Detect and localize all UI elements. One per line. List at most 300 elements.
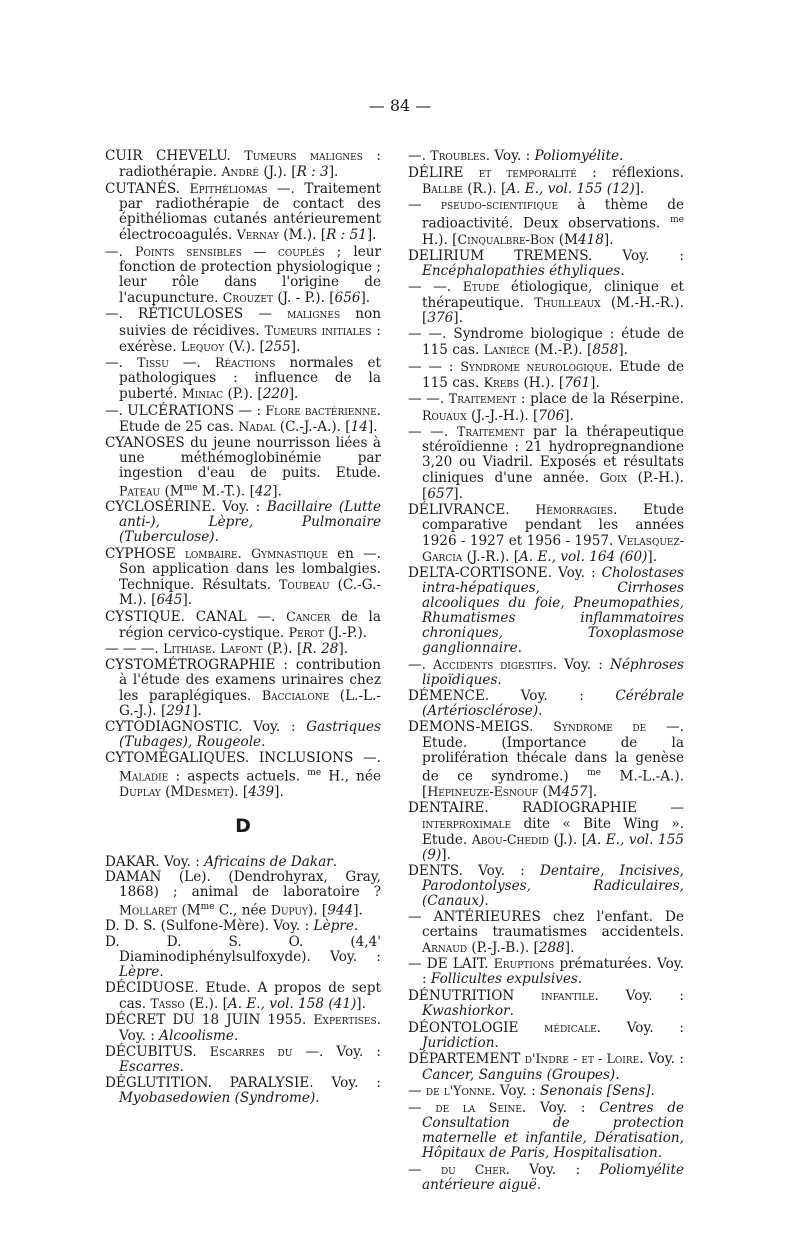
entry-text [422, 1162, 441, 1178]
entry-text: chez l'enfant. De certains traumatismes accidentels. [422, 908, 684, 940]
entry-heading: CYSTOMÉTROGRAPHIE [105, 657, 276, 674]
index-entry [408, 279, 684, 326]
entry-reference: 418 [577, 232, 604, 248]
entry-heading: DÉCUBITUS. [105, 1044, 197, 1061]
entry-text: ]. [366, 226, 377, 243]
entry-text: ]. [290, 338, 301, 355]
entry-text: (M.-P.). [ [529, 342, 593, 359]
entry-text: (J.). [ [259, 164, 297, 181]
index-entry [408, 801, 684, 863]
entry-author: Rouaux [422, 407, 467, 423]
entry-text: . [159, 964, 164, 981]
entry-author: Velasquez-Garcia [422, 533, 685, 565]
entry-crossref: Cholostases intra-hépatiques, Cirrhoses alcooliques du foie, Pneumopathies, Rhumatismes inflammatoires chroniques, Toxoplasmose ganglionnaire [422, 564, 684, 657]
entry-text: en —. Son application dans les lombalgies. Technique. Résultats. [119, 545, 381, 594]
entry-heading: CYTOMÉGALIQUES. INCLUSIONS [105, 749, 354, 766]
entry-heading: CYTODIAGNOSTIC. [105, 718, 243, 735]
entry-text: ]. [564, 407, 574, 424]
index-entry [105, 855, 381, 870]
entry-text: (P.). [ [223, 386, 263, 403]
index-entry [105, 1076, 381, 1106]
entry-reference: A. E., vol. 158 (41) [227, 995, 357, 1012]
entry-subject: pseudo-scientifique [440, 197, 559, 213]
entry-text: ]. [272, 483, 282, 500]
entry-text: : contribution à l'étude des examens urinaires chez les paraplégiques. [119, 657, 381, 705]
entry-text: . [619, 148, 624, 164]
entry-sup: me [307, 767, 322, 778]
entry-text: ]. [367, 419, 378, 436]
entry-crossref: Juridiction [422, 1034, 495, 1051]
entry-heading: — — : [408, 358, 454, 375]
entry-heading: —. ULCÉRATIONS [105, 403, 235, 419]
entry-crossref: Senonais [Sens] [539, 1083, 651, 1100]
entry-subject: Etude [462, 279, 500, 295]
entry-text: (M.-H.-R.). [ [422, 295, 684, 327]
entry-heading: — —. [408, 391, 445, 408]
entry-reference: 376 [427, 310, 454, 327]
entry-text: . Voy. : [552, 657, 610, 674]
index-entry [105, 306, 381, 354]
entry-heading: —. [105, 243, 123, 260]
entry-text: . [332, 853, 338, 870]
entry-crossref: Africains de Dakar [204, 853, 333, 870]
entry-text: . [620, 262, 625, 279]
entry-text: (J.-J.-H.). [ [466, 407, 539, 424]
entry-text: (V.). [ [224, 338, 265, 355]
entry-sup: me [183, 482, 198, 493]
entry-crossref: Poliomyélite antérieure aiguë [422, 1161, 685, 1193]
entry-text: — [636, 799, 684, 816]
entry-text [533, 719, 553, 735]
entry-crossref: Lèpre [313, 918, 354, 935]
entry-text: . [615, 1066, 620, 1083]
entry-text: de la région cervico-cystique. [119, 608, 382, 641]
entry-heading: —. [105, 355, 123, 372]
entry-heading: DÉONTOLOGIE [408, 1019, 519, 1036]
entry-sup: me [670, 215, 684, 226]
entry-text: (M.). [ [278, 226, 327, 243]
entry-heading: DÉMENCE. [408, 687, 490, 704]
index-entry [105, 641, 381, 657]
entry-text: ). [ [307, 902, 328, 919]
entry-heading: CYPHOSE [105, 545, 176, 562]
entry-author: Lequoy [180, 338, 225, 354]
entry-reference: 706 [538, 407, 565, 424]
entry-heading: DÉNUTRITION [408, 988, 515, 1005]
entry-subject: infantile [541, 988, 595, 1004]
entry-text: (P.-J.-B.). [ [467, 939, 539, 956]
entry-reference: 291 [166, 703, 193, 720]
entry-subject: Hémorragies [535, 502, 614, 518]
entry-author: Crouzet [222, 289, 273, 305]
index-entry [408, 657, 684, 688]
entry-text: à thème de radioactivité. Deux observations. [422, 197, 684, 232]
entry-text: . [211, 641, 221, 658]
entry-text: . [233, 1027, 239, 1044]
entry-text [123, 355, 137, 371]
entry-text: : radiothérapie. [119, 148, 381, 181]
entry-text: Voy. : [159, 853, 205, 870]
entry-text [451, 279, 463, 295]
index-entry [408, 956, 684, 987]
entry-author: Desmet [184, 784, 229, 800]
index-entry [105, 546, 381, 608]
entry-text: (P.-H.). [ [422, 470, 684, 502]
entry-heading: CUIR CHEVELU. [105, 148, 231, 164]
entry-subject: Maladie [119, 768, 169, 784]
entry-subject: Lanièce [483, 342, 530, 358]
entry-text: —. [246, 608, 287, 625]
index-entry [408, 910, 684, 956]
entry-text [463, 165, 478, 181]
entry-text: ]. [603, 232, 614, 248]
entry-text: . [179, 1059, 184, 1076]
entry-author: André [221, 164, 259, 180]
entry-text: ]. [618, 342, 628, 359]
entry-author: Abou-Chedid [471, 832, 549, 848]
entry-text: (M [160, 483, 184, 500]
entry-text: . [315, 1089, 320, 1106]
index-entry [408, 689, 684, 719]
entry-subject: Epithéliomas [189, 180, 268, 196]
entry-crossref: Myobasedowien (Syndrome) [119, 1089, 316, 1106]
entry-text: (C.-G.-M.). [ [119, 577, 381, 609]
entry-text: . [237, 545, 252, 562]
entry-text: . Voy. : [596, 1019, 684, 1036]
entry-text: ]. [441, 847, 451, 864]
index-entry [105, 355, 381, 402]
entry-subject: Troubles [430, 148, 486, 163]
entry-text: (J. - P.). [ [273, 289, 335, 306]
entry-subject: Eruptions [493, 956, 555, 972]
entry-text: (J.). [ [548, 832, 588, 849]
index-entry [408, 327, 684, 358]
index-entry [408, 197, 684, 248]
index-entry [408, 391, 684, 423]
entry-text: ]. [564, 939, 575, 956]
entry-reference: 288 [538, 939, 565, 956]
entry-subject: Tissu [137, 355, 169, 371]
entry-text: Voy. : [489, 687, 616, 704]
entry-text: Voy. : [215, 499, 267, 516]
entry-text: (M [554, 232, 578, 248]
left-column [105, 148, 381, 1107]
entry-text: . [261, 734, 266, 750]
entry-text: (Le). (Dendrohyrax, Gray, 1868) ; animal de laboratoire ? [119, 869, 381, 901]
entry-subject: Accidents digestifs [433, 657, 553, 673]
entry-text: prématurées. Voy. : [422, 956, 684, 988]
entry-subject: de l'Yonne [425, 1083, 492, 1099]
index-entry [408, 249, 684, 279]
entry-text: —. Voy. : [292, 1044, 381, 1061]
entry-text: (J.-P.). [323, 624, 368, 641]
entry-text: (4,4' Diaminodiphénylsulfoxyde). Voy. : [119, 934, 381, 966]
entry-text: — : [234, 403, 266, 419]
entry-text [426, 657, 433, 673]
entry-crossref: Escarres [119, 1059, 180, 1076]
entry-text: . Voy. : [594, 988, 684, 1005]
entry-author: Tumeurs initiales [264, 322, 372, 338]
entry-text: — [243, 306, 288, 323]
entry-author: Nadal [238, 419, 276, 435]
entry-crossref: Gastriques (Tubages), Rougeole [119, 718, 381, 750]
entry-text: —. Etude. (Importance de la prolifération thécale dans la genèse de ce syndrome.) [422, 719, 684, 785]
entry-text [518, 1020, 544, 1036]
entry-reference: 220 [262, 386, 289, 403]
entry-reference: 645 [156, 592, 183, 609]
entry-reference: 457 [561, 784, 588, 801]
entry-text: . [650, 1083, 655, 1100]
index-entry [105, 1012, 381, 1043]
entry-subject: Cancer [286, 608, 331, 624]
entry-subject: Tumeurs malignes [244, 148, 363, 163]
index-entry [105, 751, 381, 801]
entry-crossref: Dentaire, Incisives, Parodontolyses, Radiculaires, (Canaux) [422, 862, 684, 909]
entry-reference: R : 3 [296, 164, 329, 181]
entry-heading: — ANTÉRIEURES [408, 908, 541, 925]
entry-heading: — —. [408, 279, 452, 296]
entry-author: Toubeau [278, 577, 330, 593]
entry-text: par la thérapeutique stéroïdienne : 21 hydropregnandione 3,20 ou Viadril. Exposés et résultats cliniques d'une année. [422, 424, 684, 487]
entry-text: H., née [321, 768, 382, 785]
entry-text: ]. [647, 549, 658, 566]
entry-text: (Sulfone-Mère). Voy. : [156, 918, 314, 935]
entry-text: (M [160, 784, 185, 801]
entry-subject: Escarres du [209, 1044, 293, 1060]
index-entry [105, 500, 381, 545]
entry-heading: — — —. [105, 641, 159, 658]
entry-subject: Traitement [448, 391, 517, 407]
index-entry [408, 148, 684, 164]
entry-heading: —. [408, 657, 426, 674]
entry-author: Vernay [236, 226, 279, 242]
entry-subject: Flore bactérienne [265, 403, 377, 418]
entry-text: : réflexions. [576, 164, 684, 181]
entry-heading: DAKAR. [105, 853, 160, 870]
entry-text [422, 1100, 436, 1116]
entry-text: . [497, 672, 502, 689]
entry-text: —. Traitement par radiothérapie de contact des épithéliomas cutanés antérieurement électrocoagulés. [119, 180, 381, 243]
entry-sup: me [587, 767, 601, 778]
entry-text: —. [168, 355, 215, 372]
entry-text: Etude. A propos de sept cas. [119, 979, 381, 1012]
section-letter: D [235, 815, 251, 838]
index-entry [105, 919, 381, 934]
entry-reference: 14 [350, 419, 368, 436]
entry-heading: — [408, 1161, 422, 1178]
index-entry [408, 165, 684, 197]
index-entry [105, 403, 381, 435]
entry-text: ). [ [228, 784, 249, 801]
entry-reference: A. E., vol. 155 (9) [422, 832, 684, 864]
entry-reference: R : 51 [326, 226, 367, 243]
entry-sup: me [200, 902, 215, 913]
entry-text: . [538, 702, 543, 719]
entry-text: (E.). [ [184, 995, 228, 1012]
entry-text: : exérèse. [119, 322, 381, 355]
entry-text [123, 244, 135, 260]
entry-text: ; leur fonction de protection physiologique ; leur rôle dans l'origine de l'acupuncture. [119, 243, 382, 306]
entry-heading: DÉLIVRANCE. [408, 502, 510, 519]
entry-subject: Expertises [313, 1012, 377, 1028]
entry-text: . [517, 640, 522, 657]
entry-heading: DÉCIDUOSE. [105, 979, 199, 996]
entry-text: étiologique, clinique et thérapeutique. [422, 279, 684, 312]
entry-text: Voy. : [242, 718, 307, 735]
entry-text: . Voy. : [119, 1012, 381, 1044]
entry-text: (M [177, 902, 201, 919]
entry-reference: R. 28 [302, 641, 339, 658]
entry-heading: DÉLIRE [408, 164, 464, 181]
entry-heading: — —. [408, 326, 447, 343]
entry-heading: —. RÉTICULOSES [105, 306, 244, 323]
entry-text [514, 988, 541, 1004]
entry-heading: D. D. S. O. [105, 934, 304, 950]
entry-text: ]. [274, 784, 284, 801]
index-entry [408, 1100, 684, 1161]
left-d-entries [105, 855, 381, 1107]
entry-subject: médicale [544, 1019, 597, 1035]
entry-heading: DÉCRET DU 18 JUIN 1955. [105, 1012, 307, 1029]
right-entries [408, 148, 684, 1193]
entry-text [176, 546, 185, 562]
index-entry [105, 870, 381, 919]
entry-text: ]. [360, 289, 371, 306]
entry-subject: Points sensibles — couplés [135, 243, 325, 259]
index-entry [408, 359, 684, 391]
entry-text [422, 197, 441, 213]
entry-text: ]. [182, 592, 193, 609]
entry-subject: Tasso [150, 995, 185, 1011]
entry-subject: Syndrome de [553, 719, 647, 735]
index-entry [408, 566, 684, 657]
entry-crossref: Cérébrale (Artériosclérose) [422, 687, 684, 719]
entry-text: ]. [192, 703, 202, 720]
index-entry [105, 981, 381, 1012]
entry-heading: CYSTIQUE. CANAL [105, 608, 247, 625]
entry-text: . [509, 1003, 514, 1020]
entry-subject: de la Seine [435, 1099, 522, 1115]
index-entry [105, 609, 381, 641]
entry-text: (J.-R.). [ [462, 549, 520, 566]
index-entry [408, 502, 684, 565]
entry-text: M.-T.). [ [197, 483, 255, 500]
entry-text: Voy. : [462, 862, 540, 879]
entry-crossref: Bacillaire (Lutte anti-), Lèpre, Pulmonaire (Tuberculose) [119, 499, 381, 546]
entry-text: (P.). [ [262, 641, 303, 658]
entry-text: (L.-L.-G.-J.). [ [119, 688, 381, 720]
entry-reference: 761 [564, 374, 591, 391]
entry-heading: DENTAIRE. RADIOGRAPHIE [408, 799, 637, 816]
entry-reference: A. E., vol. 155 (12) [506, 180, 635, 197]
page-number: — 84 — [368, 96, 432, 115]
entry-heading: — DE LAIT. [408, 956, 489, 973]
entry-text: Voy. : [552, 564, 602, 581]
index-entry [408, 424, 684, 501]
entry-subject: d'Indre - et - Loire [524, 1051, 640, 1067]
entry-subject: et temporalité [478, 164, 577, 180]
entry-author: Duplay [119, 784, 161, 800]
entry-reference: 42 [254, 483, 273, 500]
entry-text: . [657, 1144, 663, 1161]
entry-author: Krebs [483, 374, 520, 390]
entry-text: H.). [ [422, 232, 458, 248]
index-entry [105, 148, 381, 180]
entry-text: (C.-J.-A.). [ [275, 419, 351, 436]
entry-text: ]. [288, 386, 299, 403]
entry-text: —. [353, 749, 381, 766]
index-entry [105, 658, 381, 719]
entry-text [197, 1044, 210, 1060]
entry-author: Ballbe [422, 180, 463, 196]
entry-text: C., née [214, 902, 271, 919]
entry-text: ]. [328, 164, 339, 181]
entry-subject: du Cher [440, 1161, 506, 1177]
entry-text: . [494, 1034, 499, 1051]
entry-heading: DENTS. [408, 862, 463, 879]
entry-heading: — [408, 197, 422, 214]
entry-text: : place de la Réserpine. [516, 391, 684, 408]
entry-text: . Etude comparative pendant les années 1926 - 1927 et 1956 - 1957. [422, 502, 684, 550]
entry-heading: — [408, 1099, 422, 1116]
entry-text: . Etude de 115 cas. [422, 358, 684, 391]
entry-text: (M [538, 784, 562, 801]
entry-text: Voy. : [313, 1074, 381, 1091]
entry-author: Perot [288, 624, 324, 640]
entry-crossref: Encéphalopathies éthyliques [422, 262, 621, 279]
entry-author: Goix [599, 470, 628, 486]
entry-crossref: Néphroses lipoïdiques [422, 657, 685, 689]
entry-text: . [577, 971, 583, 988]
entry-text: du jeune nourrisson liées à une méthémoglobinémie par ingestion d'eau de puits. Etude. [119, 434, 381, 481]
entry-text: ]. [587, 784, 598, 801]
entry-text: ]. [453, 310, 463, 327]
entry-reference: 656 [334, 289, 361, 306]
entry-author: Miniac [181, 386, 224, 402]
index-entry [408, 1051, 684, 1082]
entry-text: ]. [356, 995, 366, 1012]
index-entry [105, 436, 381, 500]
entry-crossref: Kwashiorkor [422, 1003, 510, 1020]
entry-text: dite « Bite Wing ». Etude. [422, 816, 684, 849]
entry-subject: Pateau [119, 483, 161, 499]
entry-reference: 858 [592, 342, 619, 359]
entry-text: . Voy. : [505, 1161, 600, 1178]
entry-subject: Baccialone [261, 688, 330, 704]
entry-reference: 255 [264, 338, 291, 355]
index-entry [408, 988, 684, 1019]
index-entry [408, 719, 684, 800]
entry-text: ]. [453, 485, 463, 502]
entry-crossref: Follicultes expulsives [430, 971, 578, 988]
entry-text: : aspects actuels. [168, 768, 308, 785]
entry-text: ]. [338, 641, 349, 658]
entry-heading: CYANOSES [105, 434, 185, 451]
entry-heading: CYCLOSÉRINE. [105, 499, 216, 516]
entry-reference: 944 [327, 902, 354, 919]
entry-text: . Voy. : [639, 1051, 684, 1068]
entry-text: M.-L.-A.). [ [422, 768, 684, 801]
entry-heading: DEMONS-MEIGS. [408, 719, 534, 736]
entry-subject: Lithiase [163, 641, 212, 657]
entry-text: ]. [634, 180, 645, 197]
entry-text: non suivies de récidives. [119, 306, 381, 339]
entry-text: . [484, 892, 489, 909]
entry-subject: Traitement [456, 424, 525, 440]
entry-text: . Voy. : [491, 1083, 540, 1100]
entry-heading: D. D. S. [105, 918, 157, 935]
entry-subject: malignes [287, 306, 341, 322]
